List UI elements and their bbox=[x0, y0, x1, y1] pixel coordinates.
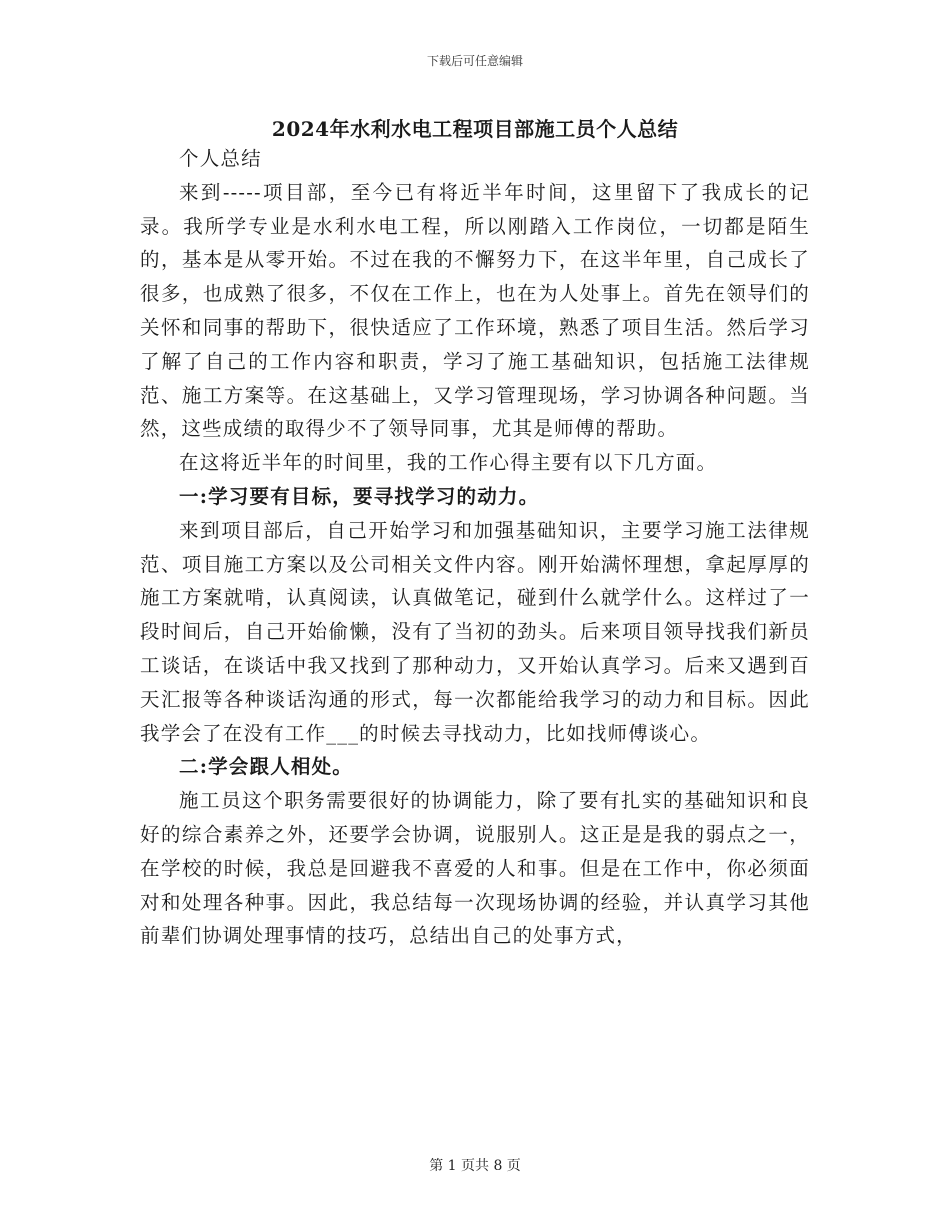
section-heading: 一:学习要有目标，要寻找学习的动力。 bbox=[179, 484, 540, 508]
body-paragraph: 来到-----项目部，至今已有将近半年时间，这里留下了我成长的记录。我所学专业是水利水电工程，所以刚踏入工作岗位，一切都是陌生的，基本是从零开始。不过在我的不懈努力下，在这半年里，自己成长了很多，也成熟了很多，不仅在工作上，也在为人处事上。首先在领导们的关怀和同事的帮助下，很快适应了工作环境，熟悉了项目生活。然后学习了解了自己的工作内容和职责，学习了施工基础知识，包括施工法律规范、施工方案等。在这基础上，又学习管理现场，学习协调各种问题。当然，这些成绩的取得少不了领导同事，尤其是师傅的帮助。 bbox=[140, 180, 810, 441]
page-header-note: 下载后可任意编辑 bbox=[426, 54, 523, 68]
section-heading: 二:学会跟人相处。 bbox=[179, 755, 353, 779]
document-body bbox=[140, 142, 810, 953]
body-paragraph: 来到项目部后，自己开始学习和加强基础知识，主要学习施工法律规范、项目施工方案以及公司相关文件内容。刚开始满怀理想，拿起厚厚的施工方案就啃，认真阅读，认真做笔记，碰到什么就学什么。这样过了一段时间后，自己开始偷懒，没有了当初的劲头。后来项目领导找我们新员工谈话，在谈话中我又找到了那种动力，又开始认真学习。后来又遇到百天汇报等各种谈话沟通的形式，每一次都能给我学习的动力和目标。因此我学会了在没有工作___的时候去寻找动力，比如找师傅谈心。 bbox=[140, 518, 810, 745]
section-label: 个人总结 bbox=[179, 147, 262, 170]
document-title: 2024年水利水电工程项目部施工员个人总结 bbox=[271, 117, 679, 141]
body-paragraph: 在这将近半年的时间里，我的工作心得主要有以下几方面。 bbox=[179, 451, 718, 475]
body-paragraph: 施工员这个职务需要很好的协调能力，除了要有扎实的基础知识和良好的综合素养之外，还要学会协调，说服别人。这正是是我的弱点之一，在学校的时候，我总是回避我不喜爱的人和事。但是在工作中，你必须面对和处理各种事。因此，我总结每一次现场协调的经验，并认真学习其他前辈们协调处理事情的技巧，总结出自己的处事方式， bbox=[140, 789, 810, 948]
page-number: 第 1 页共 8 页 bbox=[429, 1158, 521, 1174]
